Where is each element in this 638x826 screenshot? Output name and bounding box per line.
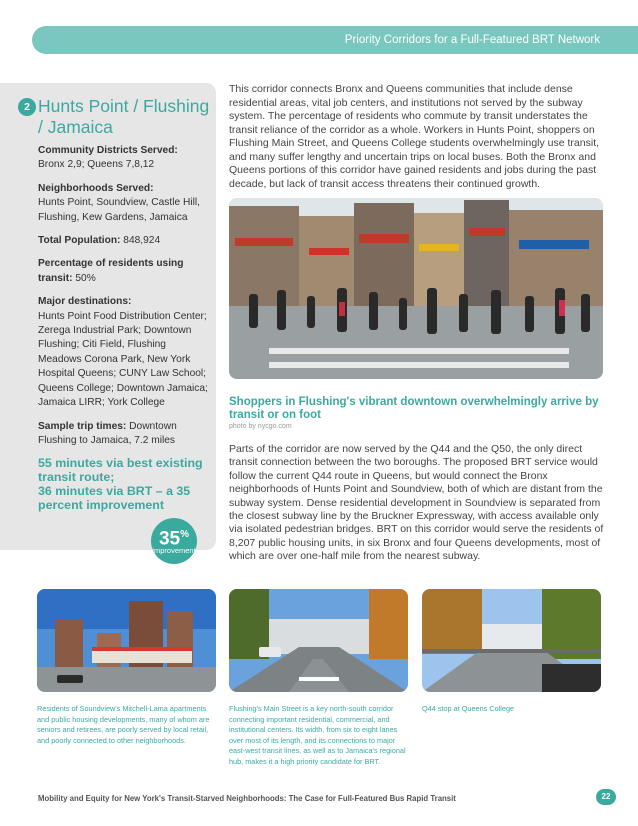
badge-label: improvement (152, 546, 196, 555)
trip-time-highlight (38, 456, 210, 512)
photo-credit: photo by nycgo.com (229, 423, 292, 430)
fact-value: Bronx 2,9; Queens 7,8,12 (38, 159, 155, 171)
intro-paragraph: This corridor connects Bronx and Queens communities that include dense residential areas, vital job centers, and institutions not served by the subway system. The percentage of residents who commute by transit understates the transit reliance of the corridor as a whole. Workers in Hunts Point, shoppers on Flushing Main Street, and Queens College students overwhelmingly use transit, and many suffer lengthy and uncertain trips on local buses. Both the Bronx and Queens portions of this corridor have gained residents and jobs during the past decade, but lack of transit access threatens their continued growth. (229, 83, 600, 190)
fact-label: Community Districts Served: (38, 145, 178, 156)
fact-value: 50% (75, 272, 96, 284)
flushing-downtown-photo (229, 198, 603, 379)
fact-item (38, 234, 210, 248)
section-title: Hunts Point / Flushing / Jamaica (38, 96, 210, 137)
fact-item (38, 295, 210, 410)
main-photo-caption: Shoppers in Flushing's vibrant downtown overwhelmingly arrive by transit or on foot (229, 396, 599, 421)
photo-caption: Residents of Soundview's Mitchell-Lama apartments and public housing developments, many of whom are seniors and retirees, are poorly served by local retail, and poorly connected to other neighborhoods. (37, 704, 210, 745)
badge-unit: % (180, 529, 190, 540)
highlight-line: 36 minutes via BRT – a 35 percent improvement (38, 484, 191, 512)
fact-label: Percentage of residents using transit: (38, 258, 184, 284)
fact-value: Hunts Point, Soundview, Castle Hill, Flushing, Kew Gardens, Jamaica (38, 197, 200, 223)
q44-queens-college-photo (422, 589, 601, 692)
fact-value: Downtown Flushing to Jamaica, 7.2 miles (38, 420, 177, 446)
section-number-badge: 2 (18, 98, 36, 116)
fact-list (38, 144, 210, 457)
photo-caption: Flushing's Main Street is a key north-south corridor connecting important residential, commercial, and institutional centers. Its width, from six to eight lanes over most of its length, and its connections to major east-west transit lines, as well as to Jamaica's regional hub, makes it a high priority candidate for BRT. (229, 704, 406, 766)
fact-value: Hunts Point Food Distribution Center; Zerega Industrial Park; Downtown Flushing; Citi Field, Flushing Meadows Corona Park, New York Hospital Queens; CUNY Law School; Queens College; Downtown Jamaica; Jamaica LIRR; York College (38, 310, 208, 409)
fact-label: Total Population: (38, 235, 121, 247)
main-street-illustration (229, 589, 408, 692)
bus-stop-illustration (422, 589, 601, 692)
soundview-housing-photo (37, 589, 216, 692)
fact-item (38, 420, 210, 449)
corridor-service-paragraph: Parts of the corridor are now served by the Q44 and the Q50, the only direct transit connection between the two boroughs. The proposed BRT service would follow the current Q44 route in Queens, but would connect the Bronx neighborhoods of Hunts Point and Soundview, both of which are distant from the subway system. Dense residential development in Soundview is separated from the closest subway line by the Bruckner Expressway, with access available only via isolated pedestrian bridges. BRT on this corridor would serve the residents of 8,207 public housing units, in six Bronx and four Queens developments, most of which are over one-half mile from the nearest subway. (229, 443, 604, 563)
fact-label: Major destinations: (38, 296, 132, 308)
highlight-line: 55 minutes via best existing transit route; (38, 456, 203, 484)
housing-illustration (37, 589, 216, 692)
footer-title: Mobility and Equity for New York's Transit-Starved Neighborhoods: The Case for Full-Featured Bus Rapid Transit (38, 794, 456, 803)
street-scene-illustration (229, 198, 603, 379)
fact-value: 848,924 (123, 235, 161, 247)
fact-label: Neighborhoods Served: (38, 182, 154, 194)
header-banner: Priority Corridors for a Full-Featured BRT Network (32, 26, 638, 54)
badge-number: 35 (158, 528, 181, 550)
page-number-badge: 22 (596, 789, 616, 805)
fact-label: Sample trip times: (38, 420, 127, 432)
flushing-main-street-photo (229, 589, 408, 692)
fact-item (38, 182, 210, 225)
fact-item (38, 144, 210, 173)
fact-item (38, 257, 210, 286)
photo-caption: Q44 stop at Queens College (422, 704, 515, 713)
improvement-badge (151, 518, 197, 564)
